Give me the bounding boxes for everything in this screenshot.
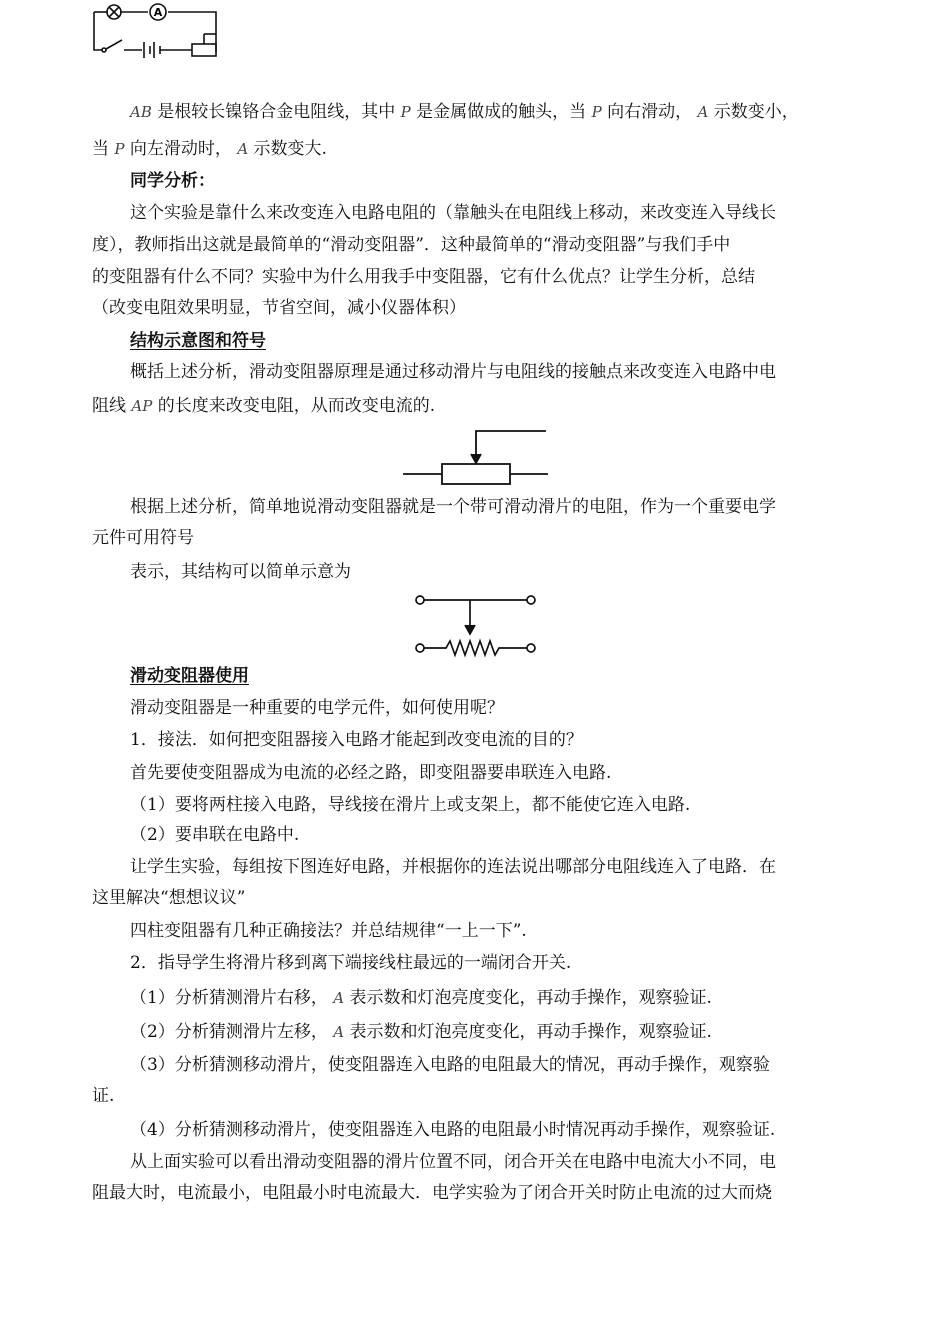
paragraph-line (130, 101, 799, 123)
variable-symbol: P (591, 103, 602, 121)
paragraph-line: 这里解决“想想议议” (92, 888, 246, 908)
paragraph-line: 从上面实验可以看出滑动变阻器的滑片位置不同，闭合开关在电路中电流大小不同，电 (130, 1152, 776, 1172)
section-heading: 同学分析： (130, 171, 215, 191)
paragraph-line: 根据上述分析，简单地说滑动变阻器就是一个带可滑动滑片的电阻，作为一个重要电学 (130, 497, 776, 517)
paragraph-line: 阻最大时，电流最小，电阻最小时电流最大．电学实验为了闭合开关时防止电流的过大而烧 (92, 1183, 772, 1203)
text-run: 的长度来改变电阻，从而改变电流的. (152, 396, 436, 416)
paragraph-line: 表示，其结构可以简单示意为 (130, 562, 351, 582)
paragraph-line (92, 395, 435, 417)
text-run: 是根较长镍铬合金电阻线，其中 (151, 102, 401, 122)
text-run: 当 (92, 139, 115, 159)
paragraph-line: 首先要使变阻器成为电流的必经之路，即变阻器要串联连入电路. (130, 763, 612, 783)
rheostat-structure-diagram (410, 590, 542, 658)
paragraph-line: 元件可用符号 (92, 528, 194, 548)
variable-symbol: A (237, 140, 249, 158)
variable-symbol: AB (130, 103, 152, 121)
paragraph-line: （1）要将两柱接入电路，导线接在滑片上或支架上，都不能使它连入电路. (130, 795, 691, 815)
paragraph-line: （改变电阻效果明显，节省空间，减小仪器体积） (92, 298, 466, 318)
text-run: 是金属做成的触头，当 (410, 102, 592, 122)
text-run: 向左滑动时， (124, 139, 238, 159)
variable-symbol: P (400, 103, 411, 121)
variable-symbol: A (333, 989, 345, 1007)
text-run: 示数变大. (248, 139, 327, 159)
text-run: （1）分析猜测滑片右移， (130, 988, 334, 1008)
paragraph-line: 四柱变阻器有几种正确接法？并总结规律“一上一下”. (130, 921, 527, 941)
paragraph-line: 让学生实验，每组按下图连好电路，并根据你的连法说出哪部分电阻线连入了电路．在 (130, 857, 776, 877)
paragraph-line (92, 138, 327, 160)
paragraph-line: 这个实验是靠什么来改变连入电路电阻的（靠触头在电阻线上移动，来改变连入导线长 (130, 203, 776, 223)
paragraph-line: 证. (92, 1086, 115, 1106)
variable-symbol: A (697, 103, 709, 121)
text-run: 示数变小， (708, 102, 799, 122)
paragraph-line (130, 987, 712, 1009)
paragraph-line: 2．指导学生将滑片移到离下端接线柱最远的一端闭合开关. (130, 953, 572, 973)
variable-symbol: A (333, 1023, 345, 1041)
rheostat-symbol (400, 426, 550, 490)
paragraph-line: （2）要串联在电路中. (130, 825, 300, 845)
text-run: （2）分析猜测滑片左移， (130, 1022, 334, 1042)
paragraph-line: （4）分析猜测移动滑片，使变阻器连入电路的电阻最小时情况再动手操作，观察验证. (130, 1120, 776, 1140)
variable-symbol: P (114, 140, 125, 158)
paragraph-line (130, 1021, 712, 1043)
text-run: 表示数和灯泡亮度变化，再动手操作，观察验证. (344, 988, 712, 1008)
text-run: 向右滑动， (601, 102, 698, 122)
section-heading: 结构示意图和符号 (130, 331, 266, 351)
paragraph-line: 概括上述分析，滑动变阻器原理是通过移动滑片与电阻线的接触点来改变连入电路中电 (130, 362, 776, 382)
paragraph-line: 滑动变阻器是一种重要的电学元件，如何使用呢？ (130, 698, 504, 718)
ammeter-label: A (153, 6, 163, 19)
paragraph-line: 度），教师指出这就是最简单的“滑动变阻器”．这种最简单的“滑动变阻器”与我们手中 (92, 235, 731, 255)
variable-symbol: AP (131, 397, 153, 415)
paragraph-line: （3）分析猜测移动滑片，使变阻器连入电路的电阻最大的情况，再动手操作，观察验 (130, 1055, 770, 1075)
section-heading: 滑动变阻器使用 (130, 666, 249, 686)
paragraph-line: 1．接法．如何把变阻器接入电路才能起到改变电流的目的？ (130, 730, 583, 750)
circuit-diagram (88, 0, 223, 64)
text-run: 阻线 (92, 396, 132, 416)
paragraph-line: 的变阻器有什么不同？实验中为什么用我手中变阻器，它有什么优点？让学生分析，总结 (92, 267, 755, 287)
text-run: 表示数和灯泡亮度变化，再动手操作，观察验证. (344, 1022, 712, 1042)
